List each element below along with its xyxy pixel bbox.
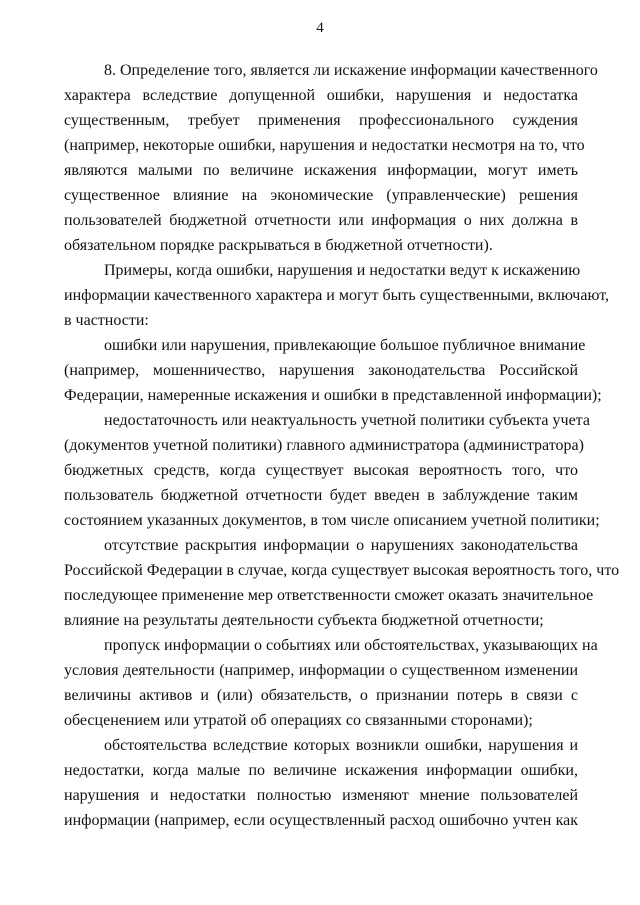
text-line: величины активов и (или) обязательств, о признании потерь в связи с [64,687,578,704]
text-line: пропуск информации о событиях или обстоятельствах, указывающих на [104,637,598,654]
paragraph [64,533,620,633]
paragraph [64,633,598,733]
paragraph [64,733,578,833]
text-line: состоянием указанных документов, в том числе описанием учетной политики; [64,512,600,529]
text-line: информации (например, если осуществленный расход ошибочно учтен как [64,812,578,829]
text-line: отсутствие раскрытия информации о нарушениях законодательства [104,537,578,554]
text-line: в частности: [64,312,149,329]
text-line: существенным, требует применения профессионального суждения [64,112,578,129]
text-line: нарушения и недостатки полностью изменяют мнение пользователей [64,787,578,804]
text-line: обязательном порядке раскрываться в бюджетной отчетности). [64,237,493,254]
text-line: (например, некоторые ошибки, нарушения и недостатки несмотря на то, что [64,137,585,154]
text-line: последующее применение мер ответственности сможет оказать значительное [64,587,594,604]
paragraph [64,333,602,408]
text-line: пользователей бюджетной отчетности или информация о них должна в [64,212,578,229]
text-line: пользователь бюджетной отчетности будет введен в заблуждение таким [64,487,578,504]
text-line: Федерации, намеренные искажения и ошибки в представленной информации); [64,387,602,404]
paragraph [64,408,600,533]
text-line: (например, мошенничество, нарушения законодательства Российской [64,362,578,379]
paragraph [64,58,598,258]
document-body [64,58,620,833]
text-line: Примеры, когда ошибки, нарушения и недостатки ведут к искажению [104,262,581,279]
text-line: существенное влияние на экономические (управленческие) решения [64,187,578,204]
page-number: 4 [316,20,324,36]
text-line: (документов учетной политики) главного администратора (администратора) [64,437,584,454]
text-line: бюджетных средств, когда существует высокая вероятность того, что [64,462,578,479]
text-line: ошибки или нарушения, привлекающие большое публичное внимание [104,337,586,354]
text-line: характера вследствие допущенной ошибки, нарушения и недостатка [64,87,578,104]
text-line: влияние на результаты деятельности субъекта бюджетной отчетности; [64,612,544,629]
text-line: 8. Определение того, является ли искажение информации качественного [104,62,598,79]
paragraph [64,258,609,333]
text-line: недостатки, когда малые по величине искажения информации ошибки, [64,762,578,779]
text-line: Российской Федерации в случае, когда существует высокая вероятность того, что [64,562,620,579]
text-line: являются малыми по величине искажения информации, могут иметь [64,162,578,179]
text-line: недостаточность или неактуальность учетной политики субъекта учета [104,412,590,429]
text-line: обстоятельства вследствие которых возникли ошибки, нарушения и [104,737,578,754]
text-line: обесценением или утратой об операциях со связанными сторонами); [64,712,533,729]
text-line: информации качественного характера и могут быть существенными, включают, [64,287,609,304]
text-line: условия деятельности (например, информации о существенном изменении [64,662,578,679]
